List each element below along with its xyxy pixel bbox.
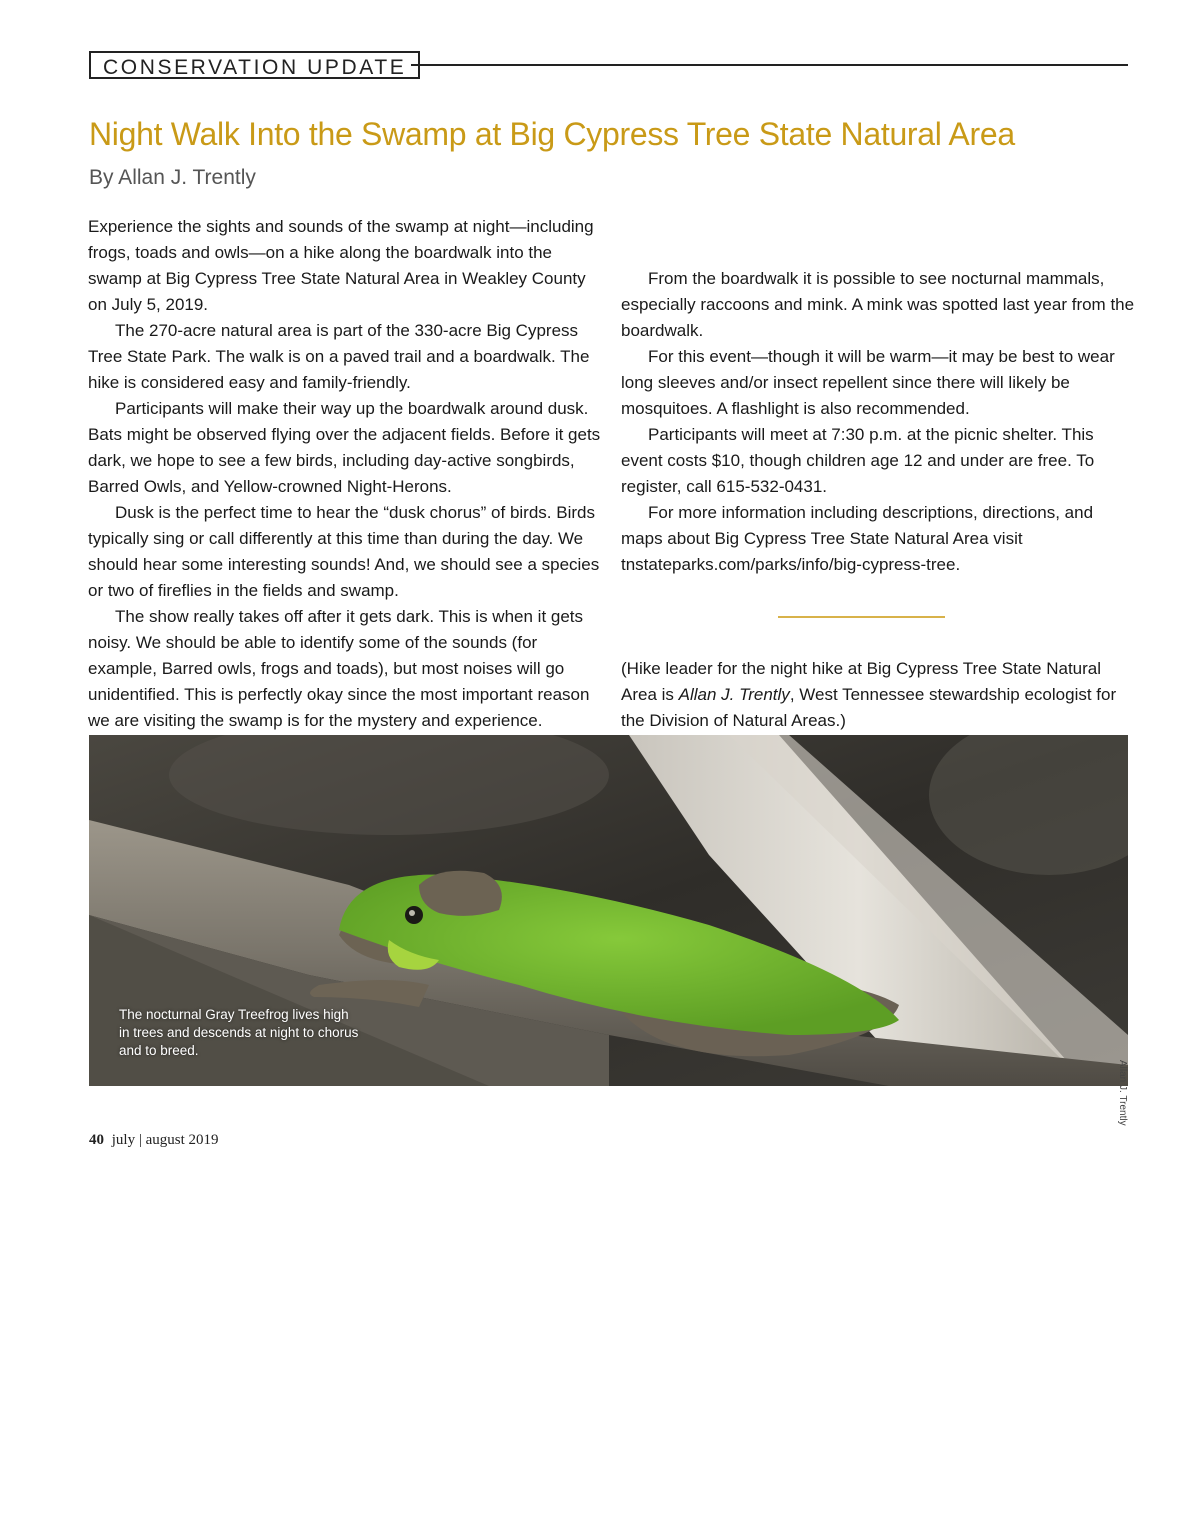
paragraph: Dusk is the perfect time to hear the “dusk chorus” of birds. Birds typically sing or call differently at this time than during the day. We should hear some interesting sounds! And, we should see a species or two of fireflies in the fields and swamp.: [88, 503, 600, 600]
paragraph: The 270-acre natural area is part of the 330-acre Big Cypress Tree State Park. The walk is on a paved trail and a boardwalk. The hike is considered easy and family-friendly.: [88, 321, 590, 392]
bio-author-name: Allan J. Trently: [678, 685, 790, 704]
paragraph: The show really takes off after it gets dark. This is when it gets noisy. We should be able to identify some of the sounds (for example, Barred owls, frogs and toads), but most noises will go unidentified. This is perfectly okay since the most important reason we are visiting the swamp is for the mystery and experience.: [88, 607, 590, 730]
author-bio: [621, 656, 1136, 734]
photo-credit: Allan J. Trently: [1117, 1060, 1128, 1126]
article-column-left: [88, 214, 603, 734]
issue-date: july | august 2019: [111, 1132, 219, 1148]
paragraph: From the boardwalk it is possible to see nocturnal mammals, especially raccoons and mink. A mink was spotted last year from the boardwalk.: [621, 269, 1135, 340]
page-number: 40: [89, 1132, 104, 1148]
article-title: Night Walk Into the Swamp at Big Cypress Tree State Natural Area: [89, 116, 1015, 152]
bio-text: (Hike leader for the night hike at Big Cypress Tree State Natural Area is: [621, 659, 1102, 704]
paragraph: For more information including descriptions, directions, and maps about Big Cypress Tree State Natural Area visit tnstateparks.com/parks/info/big-cypress-tree.: [621, 503, 1094, 574]
section-rule: [411, 64, 1128, 66]
paragraph: Participants will meet at 7:30 p.m. at the picnic shelter. This event costs $10, though children age 12 and under are free. To register, call 615-532-0431.: [621, 425, 1095, 496]
treefrog-photo: [89, 735, 1128, 1086]
divider: [621, 578, 1136, 656]
page-footer: [89, 1132, 219, 1149]
photo-caption: The nocturnal Gray Treefrog lives high in trees and descends at night to chorus and to breed.: [119, 1007, 359, 1058]
paragraph: For this event—though it will be warm—it may be best to wear long sleeves and/or insect repellent since there will likely be mosquitoes. A flashlight is also recommended.: [621, 347, 1115, 418]
bio-text: , West Tennessee stewardship ecologist for the Division of Natural Areas.): [621, 685, 1117, 730]
paragraph-continuation: [621, 214, 1136, 266]
article-column-right: [621, 214, 1136, 734]
paragraph: Experience the sights and sounds of the swamp at night—including frogs, toads and owls—on a hike along the boardwalk into the swamp at Big Cypress Tree State Natural Area in Weakley County on July 5, 2019.: [88, 217, 594, 314]
paragraph: Participants will make their way up the boardwalk around dusk. Bats might be observed flying over the adjacent fields. Before it gets dark, we hope to see a few birds, including day-active songbirds, Barred Owls, and Yellow-crowned Night-Herons.: [88, 399, 601, 496]
section-label: CONSERVATION UPDATE: [89, 51, 420, 79]
byline: By Allan J. Trently: [89, 166, 256, 189]
